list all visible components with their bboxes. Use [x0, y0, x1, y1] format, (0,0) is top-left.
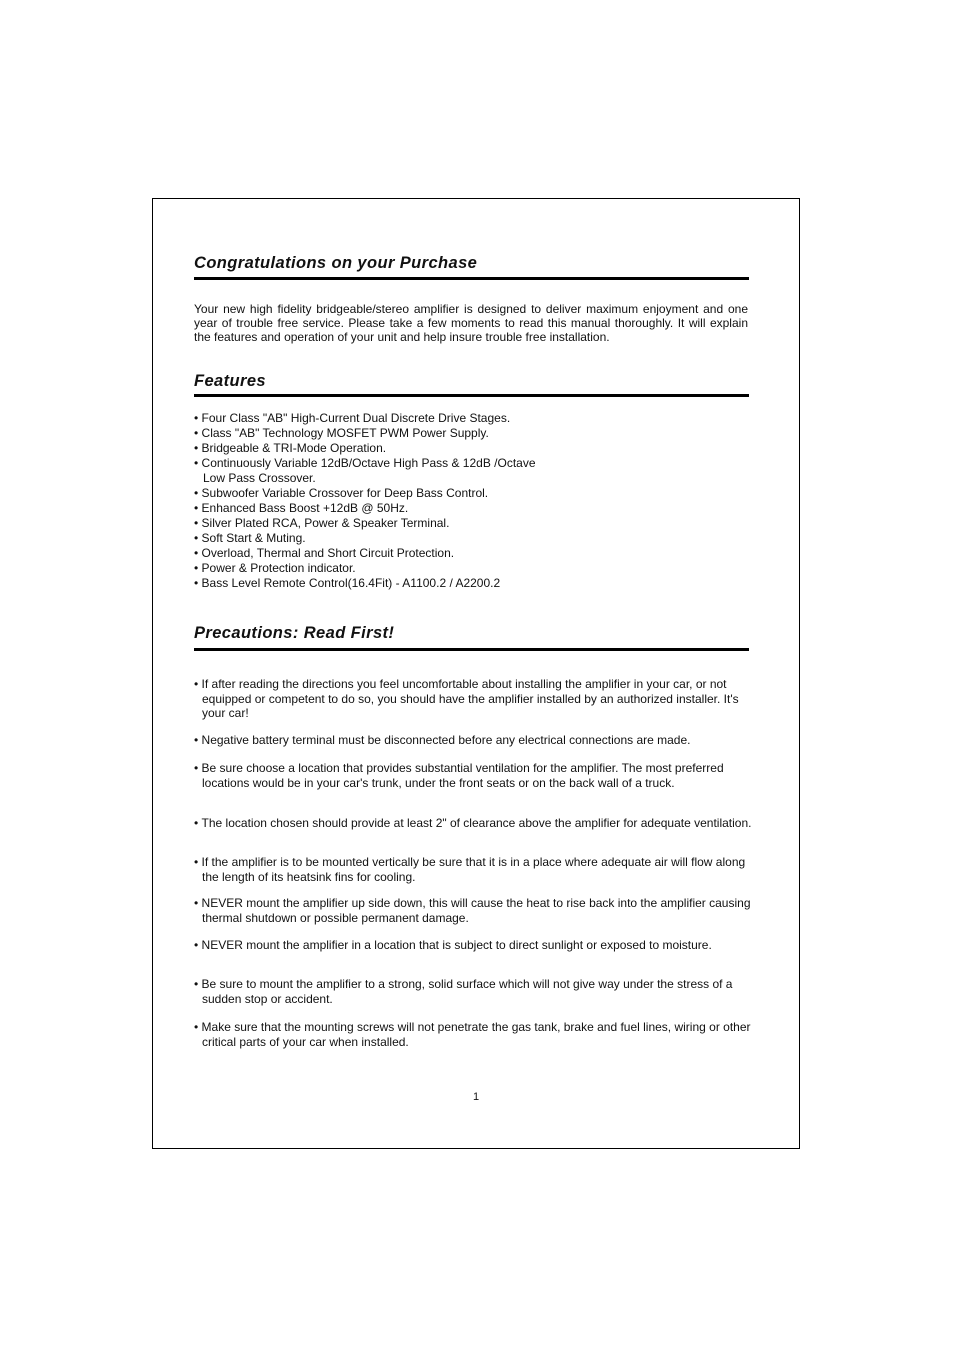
precautions-heading: Precautions: Read First! [194, 624, 395, 642]
precaution-item: • If after reading the directions you feel uncomfortable about installing the amplifier in your car, or not equipped or competent to do so, you should have the amplifier installed by an authorized installer. It's your car! [194, 677, 762, 721]
feature-item: • Subwoofer Variable Crossover for Deep Bass Control. [194, 486, 614, 501]
feature-item: • Soft Start & Muting. [194, 531, 614, 546]
features-list [194, 411, 614, 591]
feature-item: • Bridgeable & TRI-Mode Operation. [194, 441, 614, 456]
feature-item: • Continuously Variable 12dB/Octave High Pass & 12dB /Octave Low Pass Crossover. [194, 456, 553, 486]
feature-item: • Bass Level Remote Control(16.4Fit) - A1100.2 / A2200.2 [194, 576, 614, 591]
intro-paragraph: Your new high fidelity bridgeable/stereo amplifier is designed to deliver maximum enjoyment and one year of trouble free service. Please take a few moments to read this manual thoroughly. It will explain the features and operation of your unit and help insure trouble free installation. [194, 302, 748, 344]
precaution-item: • Be sure to mount the amplifier to a strong, solid surface which will not give way under the stress of a sudden stop or accident. [194, 977, 762, 1006]
features-heading: Features [194, 372, 266, 390]
feature-item: • Silver Plated RCA, Power & Speaker Terminal. [194, 516, 614, 531]
congratulations-rule [194, 277, 749, 280]
precautions-rule [194, 648, 749, 651]
precaution-item: • If the amplifier is to be mounted vertically be sure that it is in a place where adequate air will flow along the length of its heatsink fins for cooling. [194, 855, 762, 884]
page-number: 1 [472, 1091, 480, 1103]
feature-item: • Enhanced Bass Boost +12dB @ 50Hz. [194, 501, 614, 516]
precaution-item: • NEVER mount the amplifier in a location that is subject to direct sunlight or exposed to moisture. [194, 938, 762, 953]
precaution-item: • The location chosen should provide at least 2" of clearance above the amplifier for adequate ventilation. [194, 816, 762, 831]
precaution-item: • Negative battery terminal must be disconnected before any electrical connections are made. [194, 733, 762, 748]
congratulations-heading: Congratulations on your Purchase [194, 254, 478, 272]
precaution-item: • Make sure that the mounting screws will not penetrate the gas tank, brake and fuel lines, wiring or other critical parts of your car when installed. [194, 1020, 762, 1049]
features-rule [194, 394, 749, 397]
precaution-item: • NEVER mount the amplifier up side down, this will cause the heat to rise back into the amplifier causing thermal shutdown or possible permanent damage. [194, 896, 762, 925]
precaution-item: • Be sure choose a location that provides substantial ventilation for the amplifier. The most preferred locations would be in your car's trunk, under the front seats or on the back wall of a truck. [194, 761, 762, 790]
feature-item: • Four Class "AB" High-Current Dual Discrete Drive Stages. [194, 411, 614, 426]
feature-item: • Power & Protection indicator. [194, 561, 614, 576]
feature-item: • Overload, Thermal and Short Circuit Protection. [194, 546, 614, 561]
feature-item: • Class "AB" Technology MOSFET PWM Power Supply. [194, 426, 614, 441]
